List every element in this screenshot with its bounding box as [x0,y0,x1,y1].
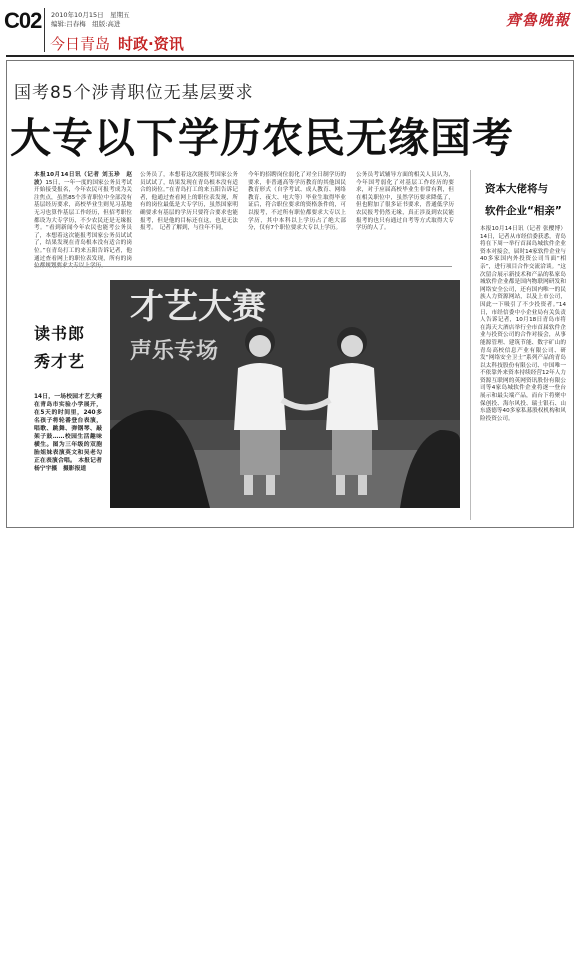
masthead-meta [51,11,130,29]
article-column-4: 公务员考试辅导方面的相关人员认为，今年国考弱化了对基层工作经历的要求，对于应届高校毕业生非常有利，但在相关职位中，虽然学历要求降低了，但也附加了很多证书要求，普通低学历农民报考仍然无缘，真正涉及到农民能报考的也只有通过自考等方式取得大专学历的人了。 [356,172,454,232]
article-headline: 大专以下学历农民无缘国考 [10,114,514,162]
article-column-1-text: 15日，一年一度的国家公务员考试开始接受报名，今年农民可报考成为关注焦点，虽然85个涉青职位中全部没有基层经历要求，高校毕业生则见习基地无习也算作基层工作经历，但招考职位都设为大专学历，不少农民还是无缘报考。“看到新闻今年农民也能考公务员了，本想着这次能报考国家公务员试试了，结果发现在青岛根本没有适合的岗位。”在青岛打工的来五阳告诉记者，他通过查看网上的职位表发现，所有的岗 [34,179,132,262]
photo-title-line1: 读书郎 [34,324,86,343]
column-divider [34,266,452,267]
section-header [50,33,184,54]
photo-story-title [34,320,85,376]
article-subhead: 国考85个涉青职位无基层要求 [14,83,254,103]
article-column-2: 公务员了，本想着这次能报考国家公务员试试了，结果发现在青岛根本没有适合的岗位。”在青岛打工的来五阳告诉记者，他通过查看网上的职位表发现，所有的岗位最低是大专学历，虽然国家明确要求有基层的学历只要符合要求也能报考，但是他的目标还在这，也是无法报考。 记者了解到，与往年不同， [140,172,238,232]
date-line: 2010年10月15日 星期五 [51,11,130,19]
article-byline: 本报10月14日讯（记者 刘玉珍 赵波） [34,172,132,186]
editor-line: 编辑:吕春梅 组版:高进 [51,20,121,28]
sidebar-body: 本报10月14日讯（记者 张樱博）14日，记者从市经信委获悉，青岛将在下周一举行首届岛城软件企业资本对接会，届时14家软件企业与40多家国内外投资公司当面“相亲”，进行项目合作交流洽谈。“这次留合展示新技术和产品的私家岛城软件企业都是国内物联网研发和网络安全公司，还有国内唯一的民族人力资源网站，以及上市公司，因此一下吸引了不少投资者。”14日，市经信委中小企业局有关负责人告诉记者，10月18日青岛市将在海天大酒店举行全市首届软件企业与投资公司的合作对接会，从事能源管理、建筑节能、数字矿山的青岛高校信息产业有限公司、研发“网络安全卫士”系列产品的青岛以太科技股份有限公司、中国唯一不依靠外来资本持续经营12年人力资源互联网的英网资讯股份有限公司等4家岛城软件企业将逐一登台展示和最尖端产品，而台下将聚中保创投、海尔风投、瑞士银石、山东盛德等40多家私募股权机构和风险投资公司。 [480,226,566,422]
photo-title-line2: 秀才艺 [34,352,86,371]
masthead-divider [44,8,45,52]
sidebar-title-line2: 软件企业“相亲” [485,205,562,217]
sidebar-divider [470,170,471,520]
banner-sub-text: 声乐专场 [130,338,219,364]
sidebar-title-line1: 资本大佬将与 [485,183,548,195]
section-name: 今日青岛 [50,35,111,53]
photo-caption-text: 14日，一场校园才艺大赛在青岛市实验小学展开，在5天的时间里，240多名孩子将轮番登台表演，唱歌、跳舞、弹钢琴、敲架子鼓……校园生活趣味横生。图为三年级的双胞胎姐妹表演英文和吴老勾正在表演合唱。 [34,394,102,464]
news-photo [110,280,460,508]
article-column-3: 今年的招聘岗位弱化了对全日制学历的要求，非普通高等学历教育的其他国民教育形式（自学考试、成人教育、网络教育、夜大、电大等）毕业生取得毕业证后，符合职位要求的资格条件的，可以报考，不过所有职位都要求大专以上学历，其中本科以上学历占了绝大部分，仅有7个职位要求大专以上学历。 [248,172,346,232]
photo-credit: 本报记者 杨宁宇摄 摄影报道 [34,458,108,472]
page-number: C02 [4,8,42,33]
banner-title-text: 才艺大赛 [130,287,266,327]
section-topic: 时政·资讯 [118,35,184,53]
newspaper-logo: 齊魯晚報 [505,11,570,29]
photo-caption [34,393,108,473]
article-column-1 [34,172,132,262]
masthead-rule [6,55,574,57]
sidebar-title [485,178,562,222]
photo-illustration [110,280,460,508]
